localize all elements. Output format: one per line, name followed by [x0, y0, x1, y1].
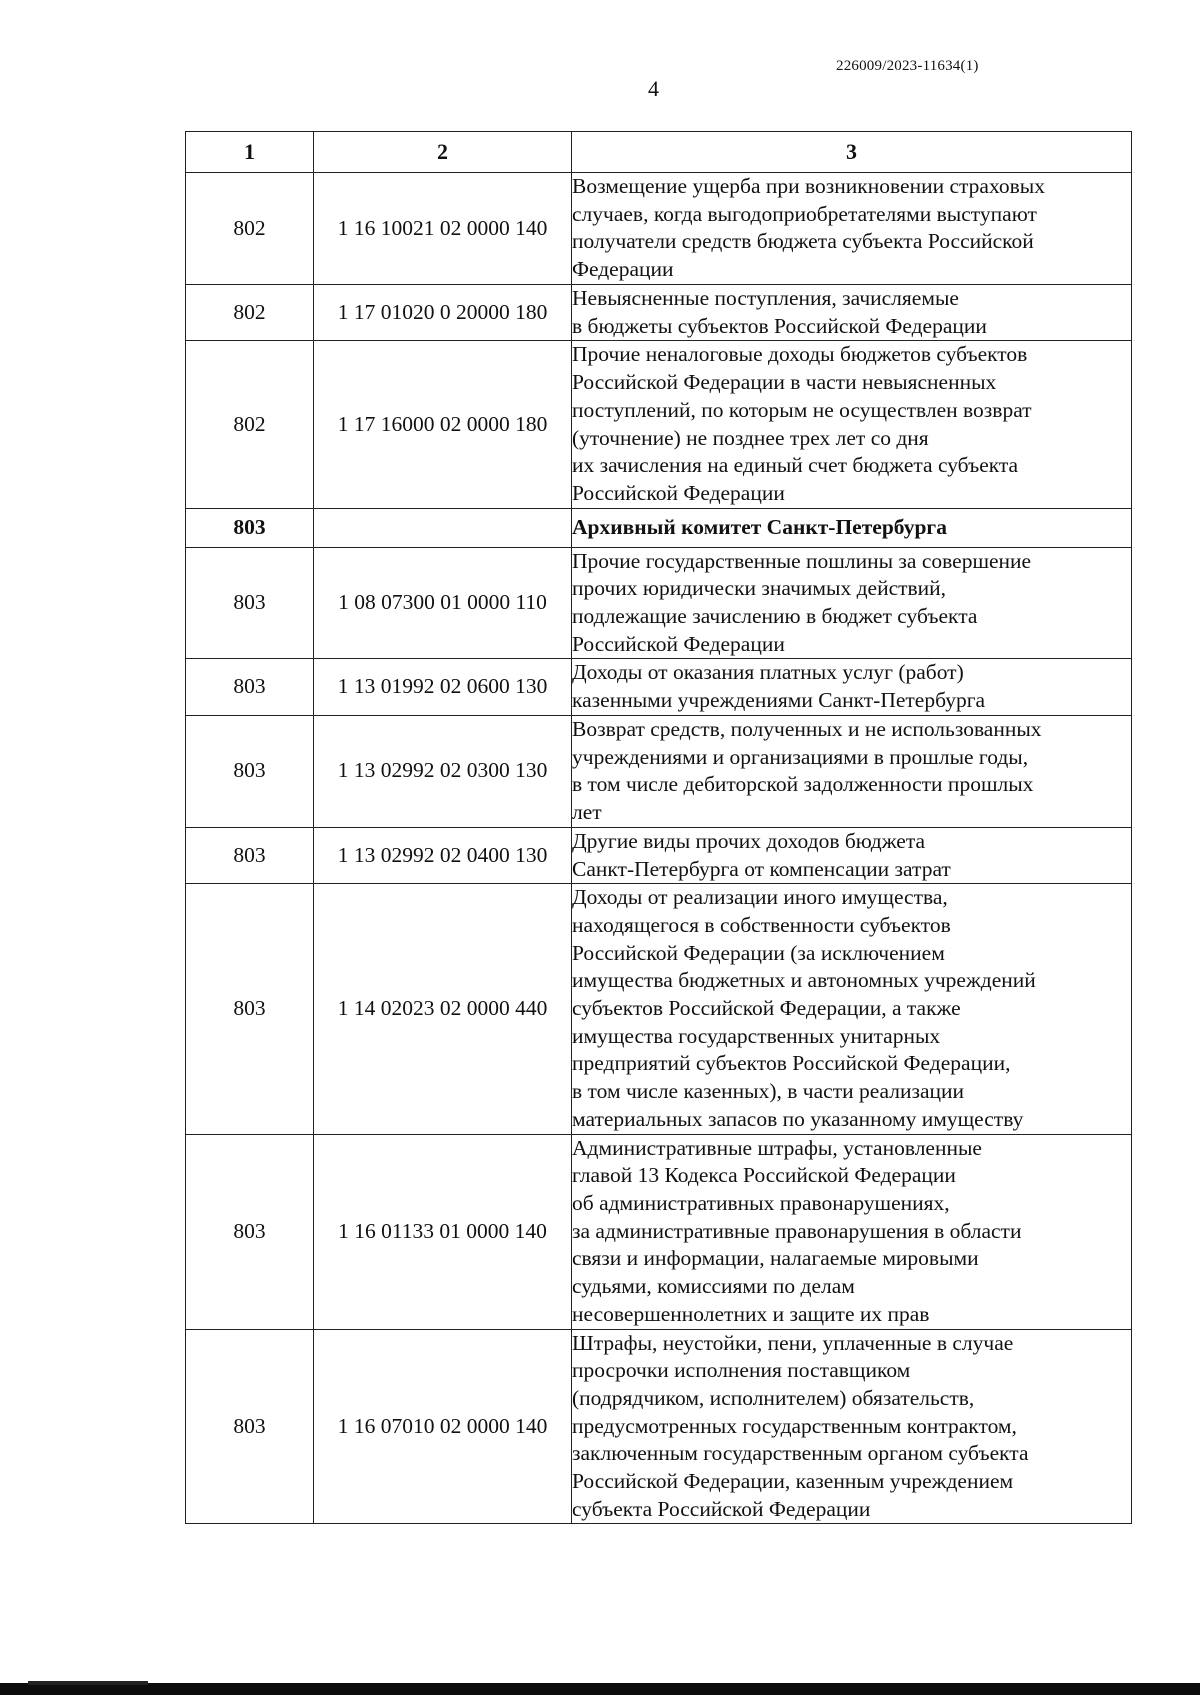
income-description-cell: Прочие государственные пошлины за совершение прочих юридически значимых действий, подлежащие зачислению в бюджет субъекта Российской Федерации: [572, 547, 1132, 659]
income-description-cell: Возврат средств, полученных и не использованных учреждениями и организациями в прошлые годы, в том числе дебиторской задолженности прошлых лет: [572, 715, 1132, 827]
table-row: [186, 341, 1132, 508]
document-registration-number: 226009/2023-11634(1): [836, 58, 979, 74]
table-row: [186, 285, 1132, 341]
scan-bottom-edge: [0, 1683, 1200, 1695]
income-code-cell: 1 14 02023 02 0000 440: [314, 884, 572, 1134]
scan-edge-mark: [28, 1681, 148, 1685]
table-row: [186, 884, 1132, 1134]
income-code-cell: 1 17 01020 0 20000 180: [314, 285, 572, 341]
administrator-code-cell: 803: [186, 827, 314, 883]
income-code-cell: [314, 508, 572, 547]
table-header-row: [186, 132, 1132, 173]
table-row: [186, 173, 1132, 285]
income-description-cell: Административные штрафы, установленные главой 13 Кодекса Российской Федерации об административных правонарушениях, за административные правонарушения в области связи и информации, налагаемые мировыми судьями, комиссиями по делам несовершеннолетних и защите их прав: [572, 1134, 1132, 1329]
table-body: [186, 173, 1132, 1524]
income-code-cell: 1 13 01992 02 0600 130: [314, 659, 572, 715]
income-description-cell: Прочие неналоговые доходы бюджетов субъектов Российской Федерации в части невыясненных поступлений, по которым не осуществлен возврат (уточнение) не позднее трех лет со дня их зачисления на единый счет бюджета субъекта Российской Федерации: [572, 341, 1132, 508]
administrator-code-cell: 803: [186, 659, 314, 715]
table-row: [186, 659, 1132, 715]
administrator-code-cell: 802: [186, 285, 314, 341]
income-code-cell: 1 16 01133 01 0000 140: [314, 1134, 572, 1329]
income-description-cell: Доходы от оказания платных услуг (работ) казенными учреждениями Санкт-Петербурга: [572, 659, 1132, 715]
income-code-cell: 1 16 07010 02 0000 140: [314, 1329, 572, 1524]
administrator-code-cell: 802: [186, 173, 314, 285]
administrator-code-cell: 802: [186, 341, 314, 508]
table-row: [186, 1134, 1132, 1329]
table-section-row: [186, 508, 1132, 547]
income-code-cell: 1 13 02992 02 0400 130: [314, 827, 572, 883]
income-code-cell: 1 17 16000 02 0000 180: [314, 341, 572, 508]
page-number: 4: [648, 76, 659, 101]
column-header-1: 1: [186, 132, 314, 173]
income-description-cell: Возмещение ущерба при возникновении страховых случаев, когда выгодоприобретателями выступают получатели средств бюджета субъекта Российской Федерации: [572, 173, 1132, 285]
income-description-cell: Невыясненные поступления, зачисляемые в бюджеты субъектов Российской Федерации: [572, 285, 1132, 341]
administrator-code-cell: 803: [186, 884, 314, 1134]
income-description-cell: Архивный комитет Санкт-Петербурга: [572, 508, 1132, 547]
income-code-cell: 1 16 10021 02 0000 140: [314, 173, 572, 285]
income-description-cell: Другие виды прочих доходов бюджета Санкт-Петербурга от компенсации затрат: [572, 827, 1132, 883]
column-header-3: 3: [572, 132, 1132, 173]
administrator-code-cell: 803: [186, 508, 314, 547]
income-description-cell: Штрафы, неустойки, пени, уплаченные в случае просрочки исполнения поставщиком (подрядчиком, исполнителем) обязательств, предусмотренных государственным контрактом, заключенным государственным органом субъекта Российской Федерации, казенным учреждением субъекта Российской Федерации: [572, 1329, 1132, 1524]
income-code-cell: 1 13 02992 02 0300 130: [314, 715, 572, 827]
income-codes-table: [185, 131, 1132, 1524]
administrator-code-cell: 803: [186, 547, 314, 659]
income-code-cell: 1 08 07300 01 0000 110: [314, 547, 572, 659]
administrator-code-cell: 803: [186, 715, 314, 827]
administrator-code-cell: 803: [186, 1329, 314, 1524]
table-row: [186, 1329, 1132, 1524]
column-header-2: 2: [314, 132, 572, 173]
income-description-cell: Доходы от реализации иного имущества, находящегося в собственности субъектов Российской Федерации (за исключением имущества бюджетных и автономных учреждений субъектов Российской Федерации, а также имущества государственных унитарных предприятий субъектов Российской Федерации, в том числе казенных), в части реализации материальных запасов по указанному имуществу: [572, 884, 1132, 1134]
table-row: [186, 547, 1132, 659]
administrator-code-cell: 803: [186, 1134, 314, 1329]
table-row: [186, 827, 1132, 883]
table-row: [186, 715, 1132, 827]
